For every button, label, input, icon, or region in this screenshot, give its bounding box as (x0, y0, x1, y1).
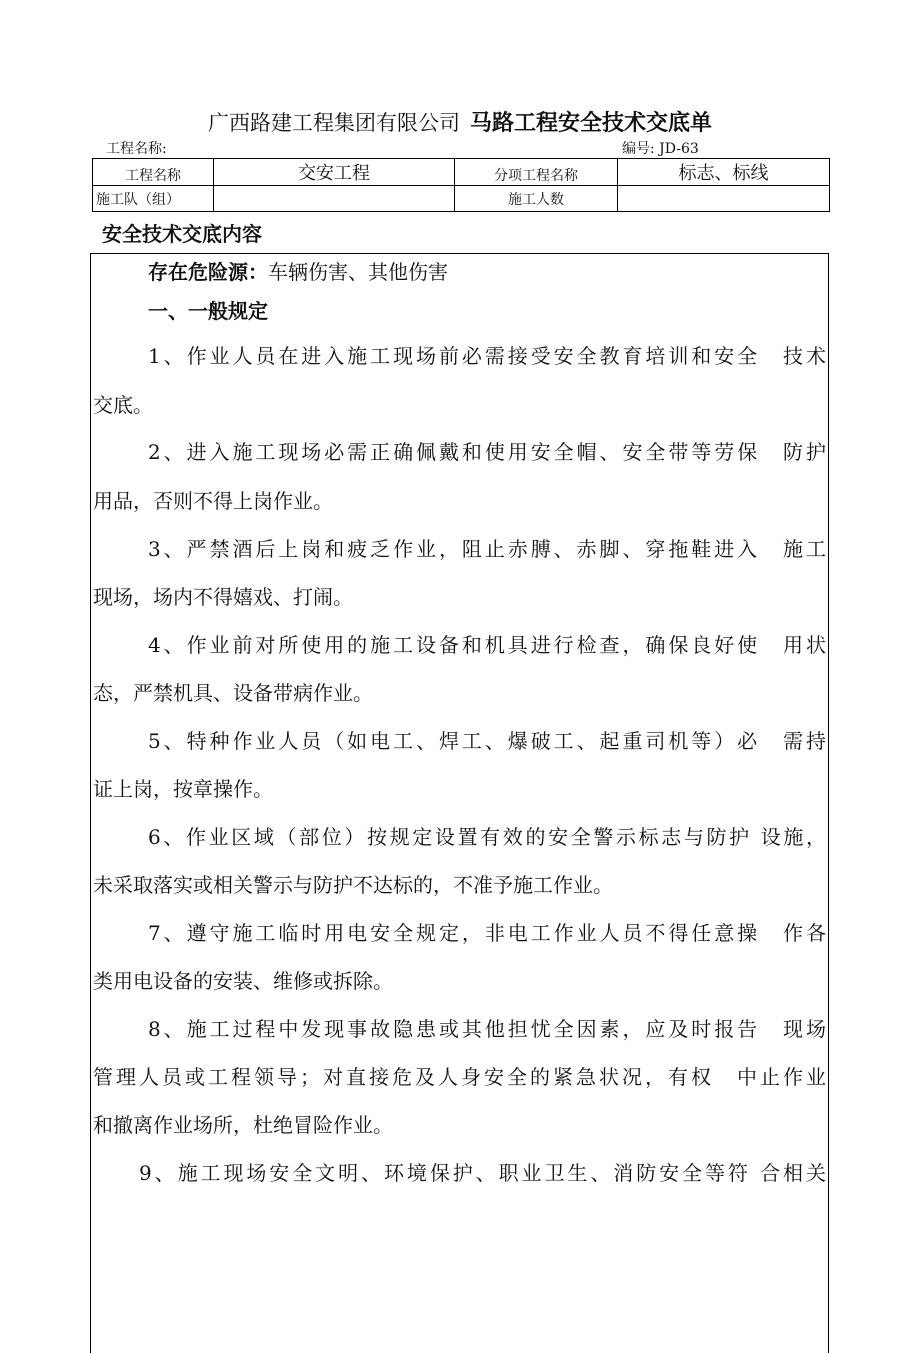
content-line: 类用电设备的安装、维修或拆除。 (93, 969, 393, 993)
project-name-value: 交安工程 (214, 159, 455, 186)
team-value (214, 186, 455, 212)
content-box (90, 253, 829, 1353)
section-title: 安全技术交底内容 (102, 222, 262, 246)
content-line: 交底。 (93, 393, 153, 417)
project-name-label: 工程名称: (106, 141, 167, 157)
content-line: 8、施工过程中发现事故隐患或其他担忧全因素，应及时报告 现场 (148, 1017, 826, 1041)
content-line: 4、作业前对所使用的施工设备和机具进行检查，确保良好使 用状 (148, 633, 826, 657)
content-line: 用品，否则不得上岗作业。 (93, 489, 333, 513)
content-line: 7、遵守施工临时用电安全规定，非电工作业人员不得任意操 作各 (148, 921, 826, 945)
info-row-project (93, 159, 830, 186)
serial-number: 编号: JD-63 (622, 141, 699, 157)
team-header: 施工队（组） (93, 186, 214, 212)
hazard-value: 车辆伤害、其他伤害 (268, 260, 448, 284)
content-line: 管理人员或工程领导；对直接危及人身安全的紧急状况，有权 中止作业 (93, 1065, 826, 1089)
info-row-team (93, 186, 830, 212)
content-line: 1、作业人员在进入施工现场前必需接受安全教育培训和安全 技术 (148, 344, 826, 368)
content-line: 3、严禁酒后上岗和疲乏作业，阻止赤膊、赤脚、穿拖鞋进入 施工 (148, 537, 826, 561)
subitem-name-header: 分项工程名称 (455, 159, 618, 186)
hazard-label: 存在危险源： (148, 260, 268, 284)
company-name: 广西路建工程集团有限公司 (207, 111, 460, 135)
content-line: 现场，场内不得嬉戏、打闹。 (93, 585, 353, 609)
worker-count-header: 施工人数 (455, 186, 618, 212)
content-line: 5、特种作业人员（如电工、焊工、爆破工、起重司机等）必 需持 (148, 729, 826, 753)
content-line: 未采取落实或相关警示与防护不达标的，不准予施工作业。 (93, 873, 613, 897)
worker-count-value (618, 186, 830, 212)
content-line: 2、进入施工现场必需正确佩戴和使用安全帽、安全带等劳保 防护 (148, 440, 826, 464)
section-heading: 一、一般规定 (148, 299, 268, 323)
content-line: 和撤离作业场所，杜绝冒险作业。 (93, 1113, 393, 1137)
hazard-line (93, 258, 826, 286)
content-line: 6、作业区域（部位）按规定设置有效的安全警示标志与防护 设施， (148, 825, 826, 849)
document-title (0, 106, 920, 137)
info-table (92, 158, 830, 212)
content-line: 态，严禁机具、设备带病作业。 (93, 681, 373, 705)
project-name-header: 工程名称 (93, 159, 214, 186)
content-line: 9、施工现场安全文明、环境保护、职业卫生、消防安全等符 合相关 (139, 1161, 826, 1185)
content-line: 证上岗，按章操作。 (93, 777, 273, 801)
form-title: 马路工程安全技术交底单 (469, 110, 712, 136)
subitem-name-value: 标志、标线 (618, 159, 830, 186)
